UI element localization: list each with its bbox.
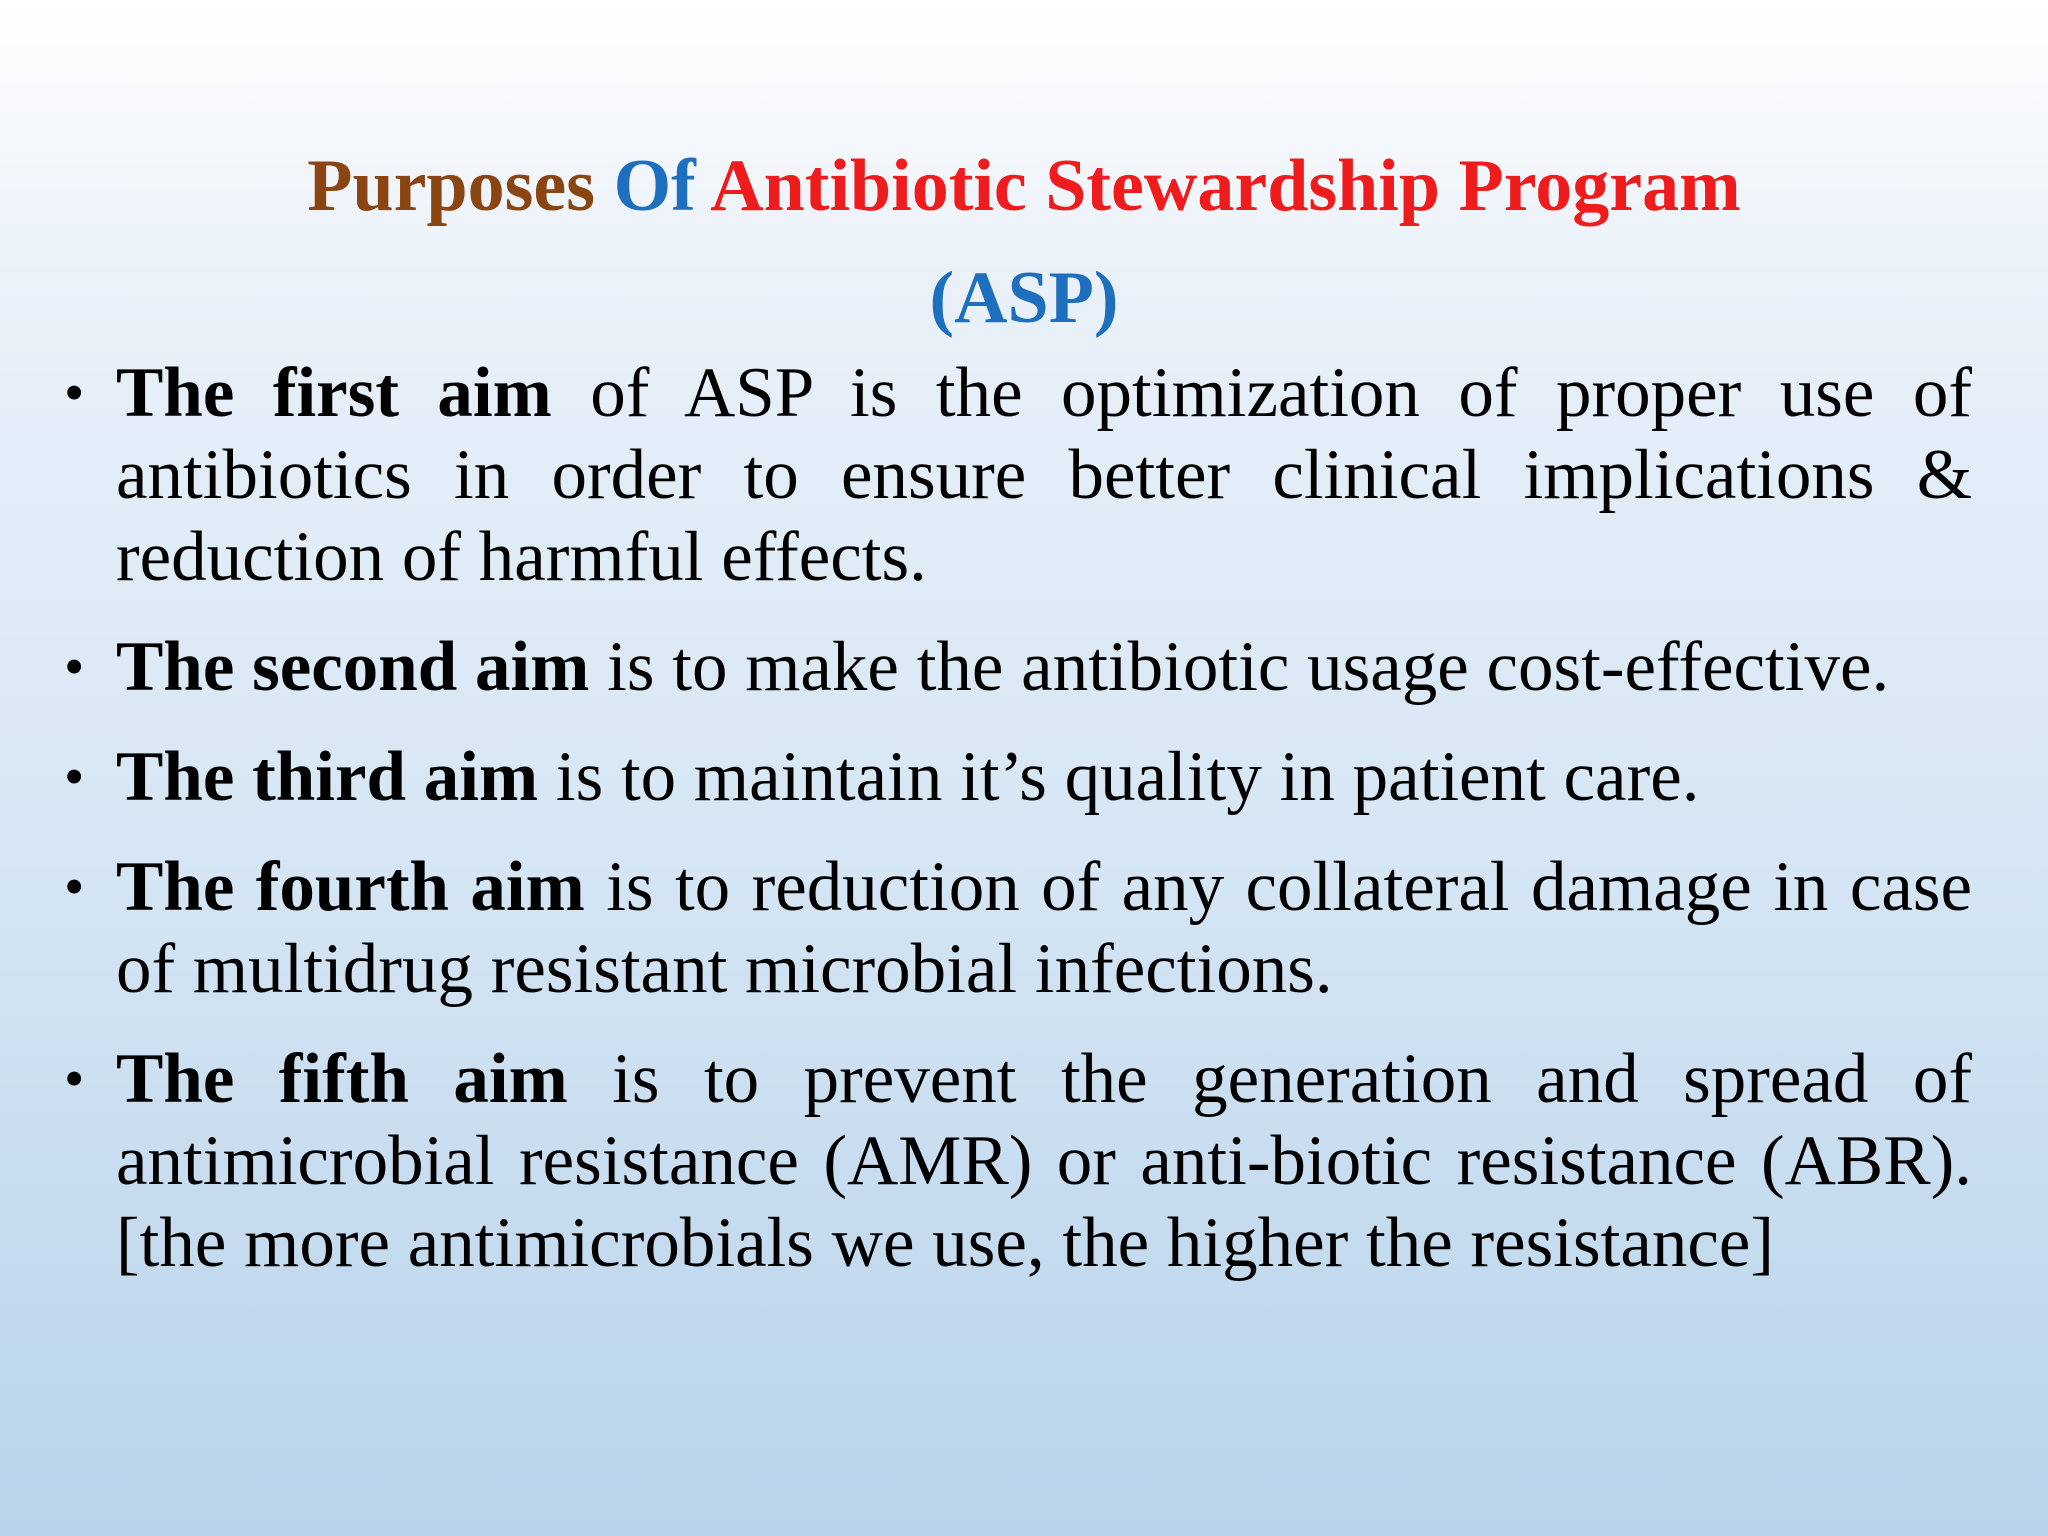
bullet-dot: • bbox=[64, 634, 85, 699]
aim-item-4 bbox=[64, 846, 1972, 1010]
aim-lead: The first aim bbox=[116, 354, 552, 432]
title-word-of: Of bbox=[613, 145, 696, 227]
aim-text: is to reduction of any collateral damage in case of multidrug resistant microbial infections. bbox=[116, 848, 1972, 1008]
aim-item-1 bbox=[64, 352, 1972, 598]
bullet-dot: • bbox=[64, 360, 85, 425]
bullet-dot: • bbox=[64, 1046, 85, 1111]
aim-text: is to maintain it’s quality in patient care. bbox=[538, 738, 1700, 816]
aims-list bbox=[64, 352, 1972, 1312]
title-word-purposes: Purposes bbox=[307, 145, 596, 227]
aim-text: is to prevent the generation and spread of antimicrobial resistance (AMR) or anti-biotic resistance (ABR). [the more antimicrobials we use, the higher the resistance] bbox=[116, 1040, 1972, 1282]
bullet-dot: • bbox=[64, 744, 85, 809]
aim-lead: The second aim bbox=[116, 628, 590, 706]
aim-text: is to make the antibiotic usage cost-effective. bbox=[589, 628, 1890, 706]
aim-item-2 bbox=[64, 626, 1972, 708]
aim-lead: The fourth aim bbox=[116, 848, 585, 926]
slide-title bbox=[0, 130, 2048, 354]
aim-text: of ASP is the optimization of proper use of antibiotics in order to ensure better clinical implications & reduction of harmful effects. bbox=[116, 354, 1972, 596]
aim-lead: The fifth aim bbox=[116, 1040, 568, 1118]
title-abbreviation: (ASP) bbox=[929, 257, 1119, 339]
aim-item-5 bbox=[64, 1038, 1972, 1284]
title-line-1 bbox=[0, 130, 2048, 242]
title-program-name: Antibiotic Stewardship Program bbox=[710, 145, 1741, 227]
aim-item-3 bbox=[64, 736, 1972, 818]
bullet-dot: • bbox=[64, 854, 85, 919]
aim-lead: The third aim bbox=[116, 738, 539, 816]
